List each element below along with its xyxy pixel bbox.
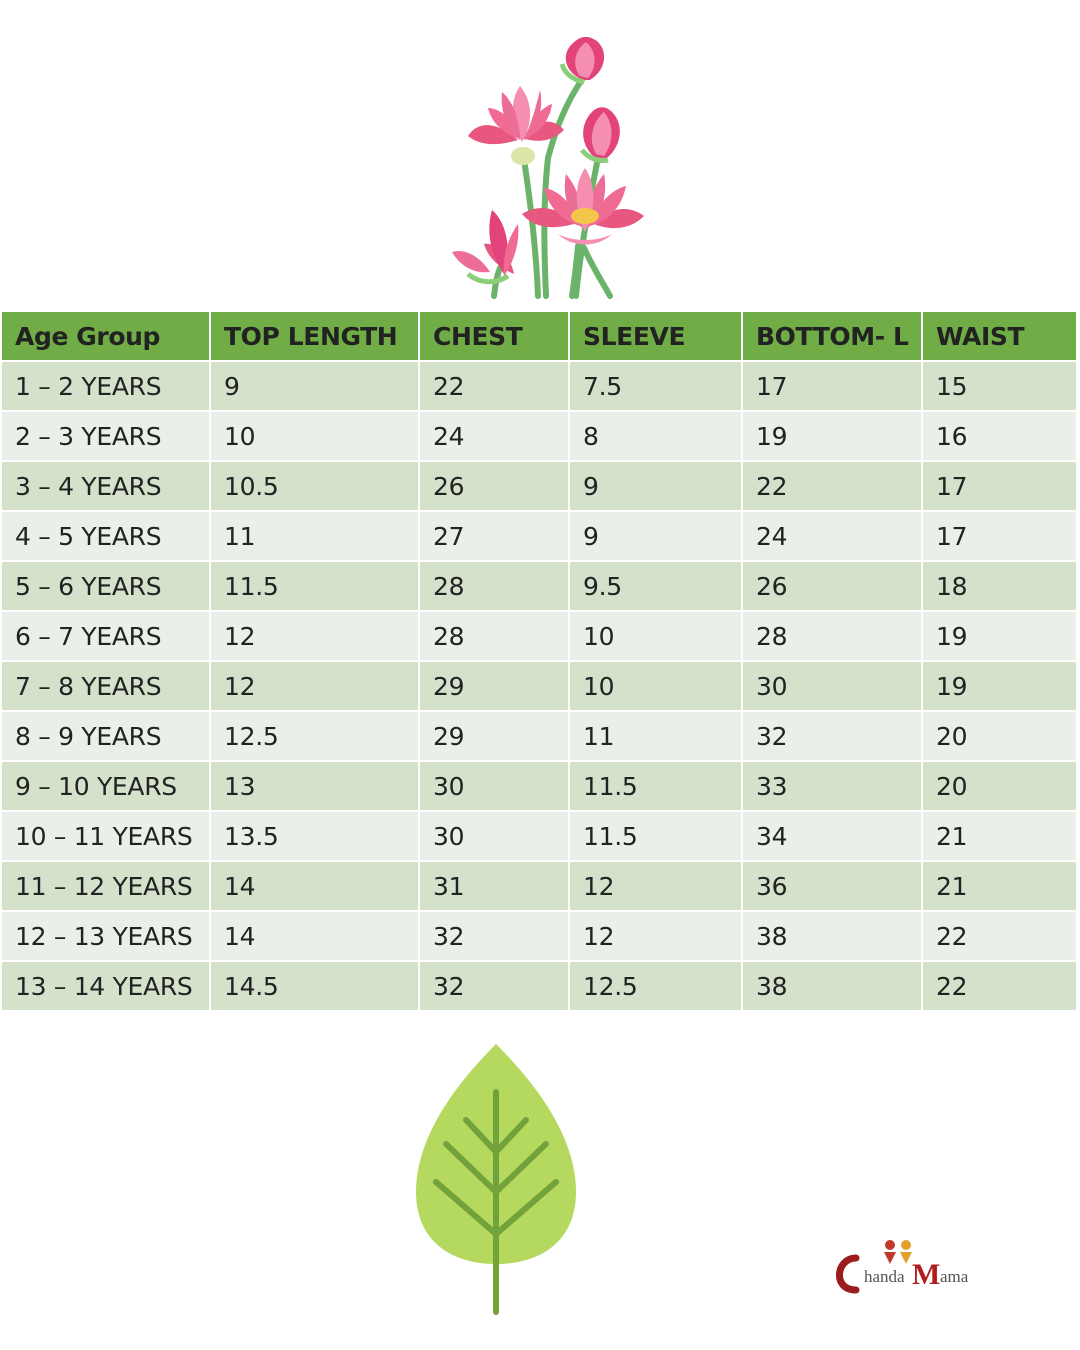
table-cell: 9 <box>569 461 742 511</box>
table-cell: 11.5 <box>569 811 742 861</box>
table-cell: 4 – 5 YEARS <box>1 511 210 561</box>
table-cell: 16 <box>922 411 1077 461</box>
table-cell: 17 <box>742 361 922 411</box>
column-header-bottom-length: BOTTOM- L <box>742 311 922 361</box>
table-cell: 38 <box>742 961 922 1011</box>
table-cell: 29 <box>419 661 569 711</box>
table-cell: 22 <box>922 911 1077 961</box>
table-row <box>1 861 1077 911</box>
table-cell: 26 <box>742 561 922 611</box>
column-header-chest: CHEST <box>419 311 569 361</box>
table-cell: 12.5 <box>210 711 419 761</box>
table-cell: 17 <box>922 461 1077 511</box>
table-cell: 20 <box>922 711 1077 761</box>
table-cell: 13.5 <box>210 811 419 861</box>
table-cell: 32 <box>742 711 922 761</box>
table-row <box>1 661 1077 711</box>
table-cell: 8 <box>569 411 742 461</box>
table-cell: 34 <box>742 811 922 861</box>
table-cell: 11 <box>210 511 419 561</box>
table-cell: 10 <box>569 661 742 711</box>
table-row <box>1 411 1077 461</box>
table-cell: 9 <box>569 511 742 561</box>
table-cell: 12 <box>210 611 419 661</box>
table-row <box>1 511 1077 561</box>
table-cell: 31 <box>419 861 569 911</box>
table-cell: 13 <box>210 761 419 811</box>
table-cell: 19 <box>922 661 1077 711</box>
table-row <box>1 461 1077 511</box>
table-cell: 11 <box>569 711 742 761</box>
table-cell: 14 <box>210 861 419 911</box>
table-cell: 2 – 3 YEARS <box>1 411 210 461</box>
table-cell: 13 – 14 YEARS <box>1 961 210 1011</box>
table-row <box>1 811 1077 861</box>
svg-text:M: M <box>912 1258 941 1291</box>
table-cell: 19 <box>922 611 1077 661</box>
table-cell: 7 – 8 YEARS <box>1 661 210 711</box>
table-cell: 12 <box>569 911 742 961</box>
table-cell: 1 – 2 YEARS <box>1 361 210 411</box>
table-row <box>1 911 1077 961</box>
table-cell: 21 <box>922 811 1077 861</box>
column-header-waist: WAIST <box>922 311 1077 361</box>
table-cell: 11.5 <box>210 561 419 611</box>
table-row <box>1 611 1077 661</box>
table-cell: 33 <box>742 761 922 811</box>
table-row <box>1 961 1077 1011</box>
table-cell: 36 <box>742 861 922 911</box>
table-cell: 38 <box>742 911 922 961</box>
table-cell: 8 – 9 YEARS <box>1 711 210 761</box>
table-cell: 27 <box>419 511 569 561</box>
table-row <box>1 711 1077 761</box>
table-cell: 12 <box>569 861 742 911</box>
table-cell: 30 <box>419 811 569 861</box>
table-cell: 24 <box>742 511 922 561</box>
table-cell: 12 <box>210 661 419 711</box>
table-cell: 22 <box>742 461 922 511</box>
table-cell: 12 – 13 YEARS <box>1 911 210 961</box>
table-cell: 29 <box>419 711 569 761</box>
table-cell: 15 <box>922 361 1077 411</box>
table-cell: 5 – 6 YEARS <box>1 561 210 611</box>
table-cell: 30 <box>419 761 569 811</box>
table-cell: 6 – 7 YEARS <box>1 611 210 661</box>
chandamama-logo <box>826 1236 990 1298</box>
table-row <box>1 361 1077 411</box>
table-cell: 22 <box>419 361 569 411</box>
table-cell: 28 <box>419 561 569 611</box>
size-chart-table <box>0 310 1078 1012</box>
table-cell: 28 <box>419 611 569 661</box>
table-row <box>1 761 1077 811</box>
table-row <box>1 561 1077 611</box>
table-cell: 19 <box>742 411 922 461</box>
table-cell: 11.5 <box>569 761 742 811</box>
lotus-flowers-icon <box>448 28 652 300</box>
table-cell: 7.5 <box>569 361 742 411</box>
table-cell: 17 <box>922 511 1077 561</box>
table-cell: 10 <box>569 611 742 661</box>
table-cell: 9.5 <box>569 561 742 611</box>
svg-text:ama: ama <box>940 1267 969 1286</box>
table-cell: 26 <box>419 461 569 511</box>
table-cell: 14.5 <box>210 961 419 1011</box>
table-cell: 32 <box>419 911 569 961</box>
table-cell: 30 <box>742 661 922 711</box>
table-cell: 14 <box>210 911 419 961</box>
leaf-icon <box>414 1042 578 1316</box>
table-cell: 12.5 <box>569 961 742 1011</box>
column-header-age-group: Age Group <box>1 311 210 361</box>
column-header-sleeve: SLEEVE <box>569 311 742 361</box>
table-cell: 28 <box>742 611 922 661</box>
svg-text:handa: handa <box>864 1267 905 1286</box>
table-cell: 18 <box>922 561 1077 611</box>
table-cell: 20 <box>922 761 1077 811</box>
table-cell: 9 – 10 YEARS <box>1 761 210 811</box>
table-cell: 10 <box>210 411 419 461</box>
table-cell: 10.5 <box>210 461 419 511</box>
table-cell: 9 <box>210 361 419 411</box>
table-cell: 22 <box>922 961 1077 1011</box>
table-header-row <box>1 311 1077 361</box>
table-cell: 21 <box>922 861 1077 911</box>
table-cell: 24 <box>419 411 569 461</box>
table-cell: 3 – 4 YEARS <box>1 461 210 511</box>
table-cell: 32 <box>419 961 569 1011</box>
table-cell: 10 – 11 YEARS <box>1 811 210 861</box>
column-header-top-length: TOP LENGTH <box>210 311 419 361</box>
table-cell: 11 – 12 YEARS <box>1 861 210 911</box>
